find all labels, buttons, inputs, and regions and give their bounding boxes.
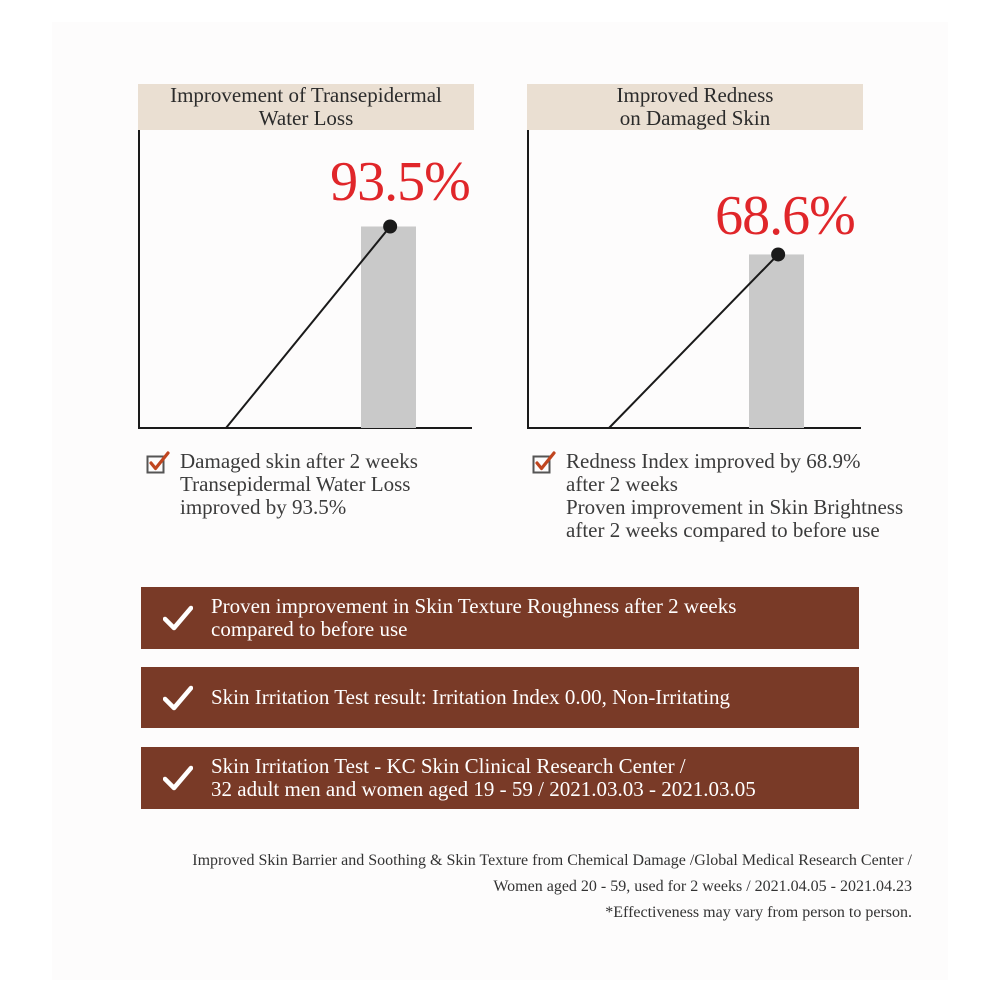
stat-value: 68.6% — [715, 185, 855, 247]
banner-line: Skin Irritation Test result: Irritation Index 0.00, Non-Irritating — [211, 685, 730, 709]
banner-line: compared to before use — [211, 617, 408, 641]
bar-top-dot — [771, 247, 785, 261]
footnote-line: Improved Skin Barrier and Soothing & Skin Texture from Chemical Damage /Global Medical Research Center / — [192, 852, 912, 869]
banner-line: Skin Irritation Test - KC Skin Clinical Research Center / — [211, 754, 686, 778]
chart-title: Improved Redness on Damaged Skin — [527, 84, 863, 130]
note-line: improved by 93.5% — [180, 495, 347, 519]
note-text — [566, 450, 903, 542]
chart-water-loss — [138, 84, 474, 430]
claim-banner-texture — [141, 587, 859, 649]
banner-text — [211, 686, 730, 709]
note-redness — [532, 450, 932, 542]
bar-redness — [749, 254, 804, 428]
note-line: Proven improvement in Skin Brightness — [566, 495, 904, 519]
checkbox-checked-icon — [146, 451, 170, 475]
chart-title: Improvement of Transepidermal Water Loss — [138, 84, 474, 130]
note-line: Redness Index improved by 68.9% — [566, 449, 861, 473]
footnote-line: Women aged 20 - 59, used for 2 weeks / 2021.04.05 - 2021.04.23 — [493, 878, 912, 895]
chart-panel-water-loss — [138, 84, 474, 430]
bar-top-dot — [383, 220, 397, 234]
checkmark-icon — [163, 765, 193, 791]
chart-panel-redness — [527, 84, 863, 430]
stat-value: 93.5% — [330, 151, 470, 213]
claim-banner-irritation — [141, 667, 859, 728]
note-text — [180, 450, 418, 519]
banner-line: 32 adult men and women aged 19 - 59 / 2021.03.03 - 2021.03.05 — [211, 777, 756, 801]
claim-banner-test-info — [141, 747, 859, 809]
bar-water-loss — [361, 227, 416, 428]
banner-line: Proven improvement in Skin Texture Roughness after 2 weeks — [211, 594, 737, 618]
checkmark-icon — [163, 685, 193, 711]
note-line: after 2 weeks — [566, 472, 678, 496]
banner-text — [211, 595, 736, 641]
note-line: Transepidermal Water Loss — [180, 472, 411, 496]
footnote — [192, 848, 912, 926]
note-line: Damaged skin after 2 weeks — [180, 449, 418, 473]
checkmark-icon — [163, 605, 193, 631]
footnote-line: *Effectiveness may vary from person to person. — [605, 904, 912, 921]
chart-redness — [527, 84, 863, 430]
checkbox-checked-icon — [532, 451, 556, 475]
banner-text — [211, 755, 756, 801]
note-line: after 2 weeks compared to before use — [566, 518, 880, 542]
note-water-loss — [146, 450, 476, 519]
